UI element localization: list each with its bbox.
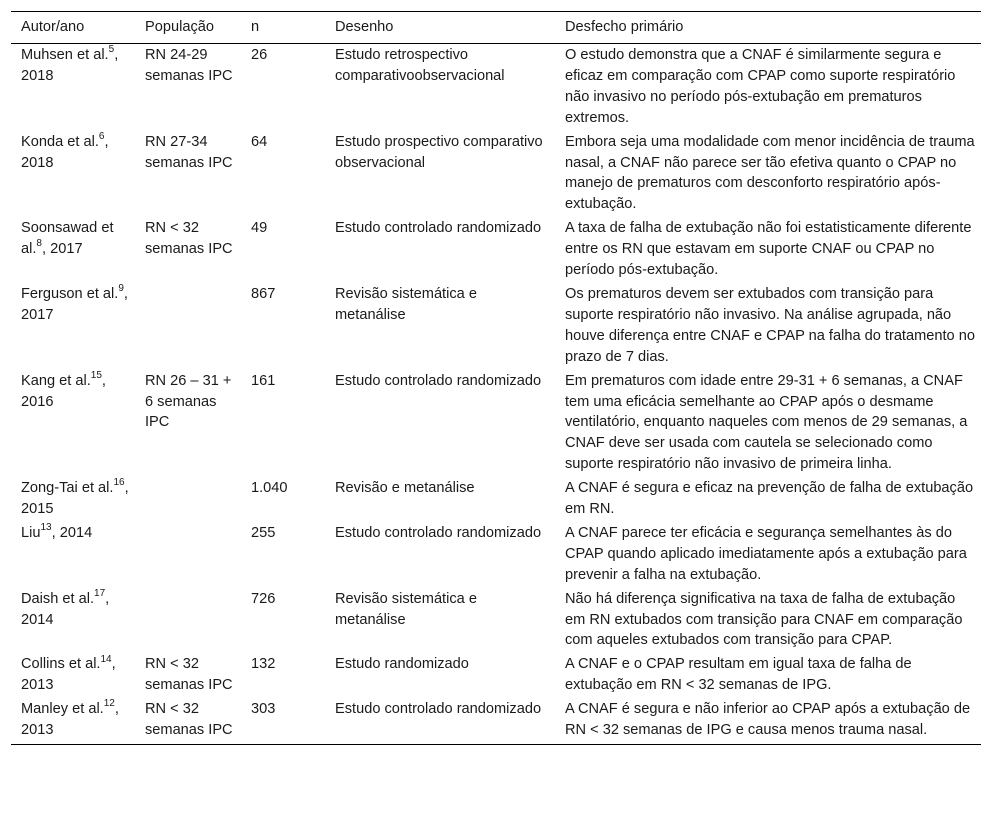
publication-year: , 2018 [21, 133, 109, 171]
author-name: Konda et al. [21, 133, 99, 150]
publication-year: , 2013 [21, 701, 119, 739]
n-cell: 132 [251, 656, 276, 673]
reference-number: 17 [94, 587, 106, 599]
outcome-cell: A CNAF parece ter eficácia e segurança semelhantes às do CPAP quando aplicado imediatamente após a extubação para prevenir a falha na extubação. [565, 524, 967, 583]
publication-year: , 2018 [21, 47, 119, 84]
author-year-cell [11, 217, 135, 283]
outcome-cell: A CNAF é segura e eficaz na prevenção de falha de extubação em RN. [565, 480, 974, 518]
author-name: Daish et al. [21, 590, 95, 607]
n-cell: 726 [251, 590, 276, 607]
design-cell: Revisão sistemática e metanálise [335, 590, 477, 628]
population-cell [135, 477, 241, 522]
reference-number: 5 [108, 44, 115, 56]
outcome-cell: Os prematuros devem ser extubados com transição para suporte respiratório não invasivo. Na análise agrupada, não houve diferença entre CNAF e CPAP na falha do tratamento no prazo de 7 dias. [565, 285, 975, 365]
reference-number: 13 [40, 522, 52, 534]
n-cell: 49 [251, 220, 268, 237]
author-name: Ferguson et al. [21, 285, 119, 302]
publication-year: , 2016 [21, 372, 106, 410]
n-cell: 64 [251, 133, 268, 150]
publication-year: , 2014 [21, 590, 110, 628]
n-cell: 161 [251, 372, 276, 389]
outcome-cell: Não há diferença significativa na taxa de falha de extubação em RN extubados com transição para CNAF em comparação com aqueles extubados com transição para CPAP. [565, 590, 963, 649]
publication-year: , 2014 [51, 524, 93, 541]
design-cell: Estudo controlado randomizado [335, 524, 542, 541]
reference-number: 15 [90, 369, 102, 381]
author-name: Soonsawad et al. [21, 220, 114, 258]
design-cell: Estudo controlado randomizado [335, 372, 542, 389]
design-cell: Revisão sistemática e metanálise [335, 285, 477, 323]
table-row [11, 653, 981, 698]
author-year-cell [11, 698, 135, 744]
header-population: População [135, 12, 241, 44]
author-year-cell [11, 44, 135, 131]
author-year-cell [11, 588, 135, 654]
header-row [11, 12, 981, 44]
table-row [11, 44, 981, 131]
population-cell: RN < 32 semanas IPC [145, 656, 233, 694]
n-cell: 255 [251, 524, 276, 541]
population-cell: RN 24-29 semanas IPC [145, 47, 233, 84]
header-design: Desenho [325, 12, 555, 44]
author-year-cell [11, 283, 135, 370]
design-cell: Estudo randomizado [335, 656, 469, 673]
outcome-cell: A CNAF e o CPAP resultam em igual taxa de falha de extubação em RN < 32 semanas de IPG. [565, 656, 912, 694]
design-cell: Estudo prospectivo comparativo observacional [335, 133, 543, 171]
design-cell: Revisão e metanálise [335, 480, 475, 497]
population-cell [135, 283, 241, 370]
table-row [11, 522, 981, 588]
outcome-cell: A CNAF é segura e não inferior ao CPAP após a extubação de RN < 32 semanas de IPG e causa menos trauma nasal. [555, 698, 981, 744]
author-name: Muhsen et al. [21, 47, 109, 63]
reference-number: 14 [100, 653, 112, 665]
population-cell: RN < 32 semanas IPC [135, 698, 241, 744]
reference-number: 12 [103, 698, 115, 710]
author-name: Liu [21, 524, 41, 541]
n-cell: 303 [241, 698, 325, 744]
author-year-cell [11, 653, 135, 698]
header-n: n [241, 12, 325, 44]
table-row [11, 698, 981, 744]
author-year-cell [11, 477, 135, 522]
n-cell: 867 [251, 285, 276, 302]
table-row [11, 477, 981, 522]
table-row [11, 283, 981, 370]
author-name: Kang et al. [21, 372, 91, 389]
population-cell [135, 588, 241, 654]
reference-number: 16 [113, 477, 125, 489]
publication-year: , 2017 [21, 285, 128, 323]
publication-year: , 2017 [41, 241, 83, 258]
table-body [11, 44, 981, 745]
author-name: Collins et al. [21, 656, 101, 673]
design-cell: Estudo controlado randomizado [335, 220, 542, 237]
population-cell: RN 26 – 31 + 6 semanas IPC [145, 372, 232, 431]
header-author-year: Autor/ano [11, 12, 135, 44]
author-year-cell [11, 522, 135, 588]
outcome-cell: Embora seja uma modalidade com menor incidência de trauma nasal, a CNAF não parece ser tão efetiva quanto o CPAP no manejo de prematuros com desconforto respiratório após-extubação. [565, 133, 975, 213]
publication-year: , 2015 [21, 480, 129, 518]
publication-year: , 2013 [21, 656, 116, 694]
table-row [11, 217, 981, 283]
author-name: Manley et al. [21, 701, 104, 718]
population-cell: RN 27-34 semanas IPC [145, 133, 233, 171]
studies-table [11, 11, 981, 745]
n-cell: 26 [251, 47, 268, 63]
outcome-cell: Em prematuros com idade entre 29-31 + 6 semanas, a CNAF tem uma eficácia semelhante ao CPAP após o desmame ventilatório, enquanto naqueles com menos de 29 semanas, a CNAF deve ser usada com cautela se selecionado como suporte respiratório não invasivo de primeira linha. [565, 372, 968, 473]
author-name: Zong-Tai et al. [21, 480, 114, 497]
reference-number: 8 [36, 238, 42, 250]
reference-number: 6 [98, 130, 105, 142]
table-header [11, 12, 981, 44]
author-year-cell [11, 131, 135, 218]
author-year-cell [11, 370, 135, 478]
population-cell [135, 522, 241, 588]
design-cell: Estudo controlado randomizado [325, 698, 555, 744]
header-primary-outcome: Desfecho primário [555, 12, 981, 44]
design-cell: Estudo retrospectivo comparativoobservacional [335, 47, 505, 84]
population-cell: RN < 32 semanas IPC [145, 220, 233, 258]
table-row [11, 370, 981, 478]
reference-number: 9 [118, 283, 124, 295]
outcome-cell: A taxa de falha de extubação não foi estatisticamente diferente entre os RN que estavam em suporte CNAF ou CPAP no período pós-extubação. [565, 220, 972, 279]
outcome-cell: O estudo demonstra que a CNAF é similarmente segura e eficaz em comparação com CPAP como suporte respiratório não invasivo no período pós-extubação em prematuros extremos. [565, 47, 956, 126]
table-row [11, 131, 981, 218]
table-row [11, 588, 981, 654]
n-cell: 1.040 [251, 480, 288, 497]
